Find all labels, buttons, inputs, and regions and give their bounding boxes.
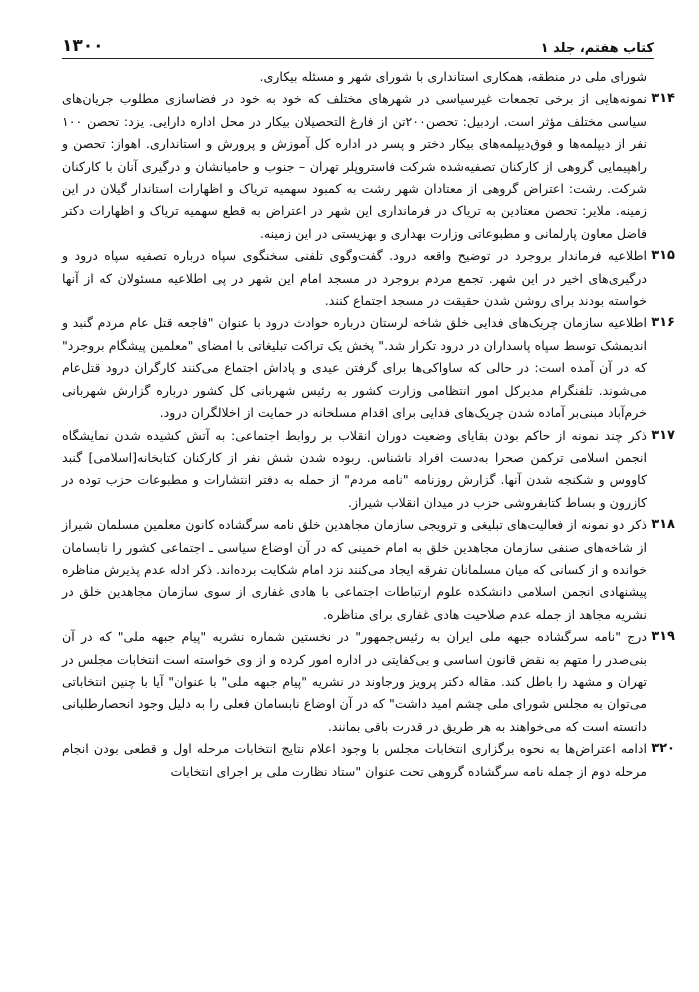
entry-text: ذکر دو نمونه از فعالیت‌های تبلیغی و ترویجی سازمان مجاهدین خلق نامه سرگشاده کانون معلمین مسلمان شیراز از شاخه‌های صنفی سازمان مجاهدین خلق به امام خمینی که در آن اوضاع سیاسی ـ اجتماعی کشور را نابسامان خوانده و از کسانی که میان مسلمانان تفرقه ایجاد می‌کنند نزد امام شکایت برده‌اند. ذکر ادله عدم پذیرش مناظره پیشنهادی انجمن اسلامی دانشکده علوم ارتباطات اجتماعی با هادی غفاری از سوی سازمان مجاهدین خلق در نشریه مجاهد از جمله عدم صلاحیت هادی غفاری برای مناظره. — [62, 517, 647, 622]
page-number: ۱۳۰۰ — [62, 36, 104, 56]
entry-text: اطلاعیه سازمان چریک‌های فدایی خلق شاخه لرستان درباره حوادث درود با عنوان "فاجعه قتل عام مردم گنبد و اندیمشک توسط سپاه پاسداران در درود تکرار شد." پخش یک تراکت تبلیغاتی با امضای "معلمین پیشگام بروجرد" که در آن آمده است: در حالی که ساواکی‌ها برای گرفتن عیدی و پاداش اجتماع می‌کنند کارگران درود قتل‌عام می‌شوند. تلفنگرام مدیرکل امور انتظامی وزارت کشور به رئیس شهربانی کل کشور درباره گزارش شهربانی خرم‌آباد مبنی‌بر آماده شدن چریک‌های فدایی برای اقدام مسلحانه در حمایت از اخلالگران درود. — [62, 315, 647, 421]
entry-number: ۳۲۰ — [651, 741, 675, 757]
entry-item — [62, 312, 675, 424]
page-header — [62, 30, 654, 56]
entry-number: ۳۱۵ — [651, 248, 675, 264]
entry-number: ۳۱۴ — [651, 91, 675, 107]
entry-text: ذکر چند نمونه از حاکم بودن بقایای وضعیت دوران انقلاب بر روابط اجتماعی: به آتش کشیده شدن نمایشگاه انجمن اسلامی ترکمن صحرا به‌دست افراد ناشناس. ربوده شدن شش نفر از کارکنان کتابخانه[اسلامی] گنبد کاووس و شکنجه شدن آنها. گزارش روزنامه "نامه مردم" از حمله به دفتر انتشارات و مطبوعات حزب توده در کازرون و بساط کتابفروشی حزب در میدان انقلاب شیراز. — [62, 427, 647, 510]
entry-text: ادامه اعتراض‌ها به نحوه برگزاری انتخابات مجلس با وجود اعلام نتایج انتخابات مرحله اول و قطعی بودن انجام مرحله دوم از جمله نامه سرگشاده گروهی تحت عنوان "ستاد نظارت ملی بر اجرای انتخابات — [62, 741, 647, 779]
book-title: کتاب هفتم، جلد ۱ — [540, 41, 654, 56]
entry-text: اطلاعیه فرماندار بروجرد در توضیح واقعه درود. گفت‌وگوی تلفنی سخنگوی سپاه درباره تصفیه سپاه درود و درگیری‌های اخیر در این شهر. تجمع مردم بروجرد در مسجد امام این شهر در پی اطلاعیه مسئولان که از آنها خواسته بودند برای روشن شدن حقیقت در مسجد اجتماع کنند. — [62, 248, 647, 309]
header-divider — [62, 58, 654, 59]
entry-item — [62, 738, 675, 783]
entry-text: نمونه‌هایی از برخی تجمعات غیرسیاسی در شهرهای مختلف که خود به خود در فضاسازی مطلوب جریان‌های سیاسی مختلف مؤثر است. اردبیل: تحصن۲۰۰تن از فارغ التحصیلان بیکار در محل اداره دارایی. یزد: تحصن ۱۰۰ نفر از دیپلمه‌ها و فوق‌دیپلمه‌های بیکار دختر و پسر در اداره کل آموزش و پرورش و استانداری. اهواز: تحصن و راهپیمایی گروهی از کارکنان تصفیه‌شده شرکت فاستروپلر تهران – جنوب و حامیانشان و درگیری آنان با کارکنان شرکت. رشت: اعتراض گروهی از معتادان شهر رشت به کمبود سهمیه تریاک و اظهارات استاندار گیلان در این زمینه. ملایر: تحصن معتادین به تریاک در فرمانداری این شهر در اعتراض به قطع سهمیه تریاک و اظهارات دکتر فاضل معاون پارلمانی و مطبوعاتی وزارت بهداری و بهزیستی در این زمینه. — [62, 91, 647, 241]
continuation-text: شورای ملی در منطقه، همکاری استانداری با شورای شهر و مسئله بیکاری. — [259, 69, 647, 84]
entry-text: درج "نامه سرگشاده جبهه ملی ایران به رئیس‌جمهور" در نخستین شماره نشریه "پیام جبهه ملی" که در آن بنی‌صدر را متهم به نقض قانون اساسی و بی‌کفایتی در اداره امور کرده و از وی خواسته است انتخابات مجلس در تهران و مشهد را باطل کند. مقاله دکتر پرویز ورجاوند در نشریه "پیام جبهه ملی" با عنوان" آیا با چنین انتخاباتی می‌توان به مجلس شورای ملی چشم امید داشت" که در آن اوضاع نابسامان فعلی را به دلیل وجود انحصارطلبانی دانسته است که می‌خواهند به هر طریق در قدرت باقی بمانند. — [62, 629, 647, 734]
page-body — [62, 66, 675, 984]
entry-item — [62, 626, 675, 738]
entry-number: ۳۱۶ — [651, 315, 675, 331]
entry-item — [62, 514, 675, 626]
entry-item — [62, 88, 675, 245]
entry-number: ۳۱۸ — [651, 517, 675, 533]
entry-number: ۳۱۷ — [651, 427, 675, 443]
entry-item — [62, 425, 675, 515]
entry-number: ۳۱۹ — [651, 629, 675, 645]
entry-item — [62, 245, 675, 312]
continuation-paragraph — [62, 66, 667, 88]
